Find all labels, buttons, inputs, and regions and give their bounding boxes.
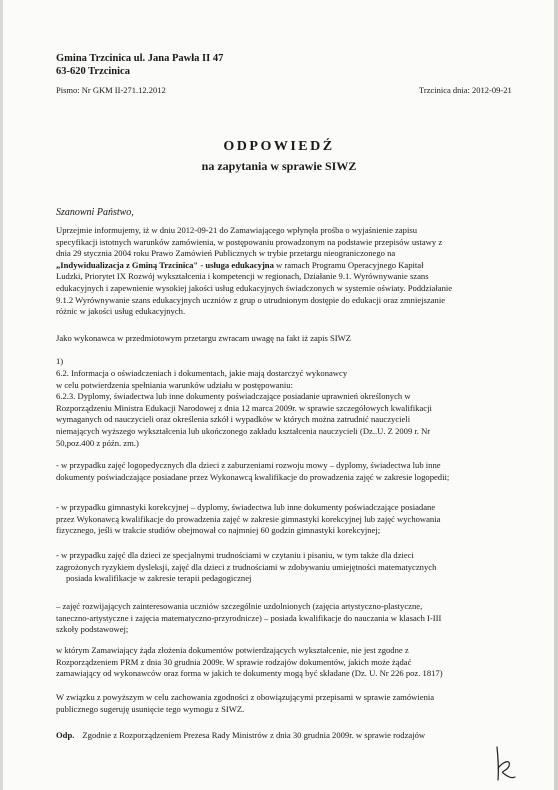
handwritten-initial (490, 744, 520, 784)
intro-line: Ludzki, Priorytet IX Rozwój wykształcenia i kompetencji w regionach, Działanie 9.1. Wyrównywanie szans (56, 271, 429, 282)
bullet-line: – zajęć rozwijających zainteresowania uczniów szczególnie uzdolnionych (zajęcia artystyczno-plastyczne, (56, 601, 423, 611)
bullet-line: - w przypadku zajęć dla dzieci ze specjalnymi trudnościami w czytaniu i pisaniu, w tym także dla dzieci (56, 550, 414, 560)
document-title: ODPOWIEDŹ (223, 139, 335, 154)
requirement-line: Rozporządzeniem PRM z dnia 30 grudnia 2009r. W sprawie rodzajów dokumentów, jakich może żądać (56, 656, 412, 667)
scan-edge-left (0, 0, 3, 790)
bullet-corrective-gymnastics (56, 502, 536, 537)
project-name: „Indywidualizacja z Gminą Trzcinica" - usługa edukacyjna (56, 259, 274, 270)
section-line: 50,poz.400 z późn. zm.) (56, 437, 139, 448)
intro-paragraph (56, 225, 536, 318)
bullet-line: przez Wykonawcą kwalifikacje do prowadzenia zajęć w zakresie gimnastyki korekcyjnej lub zajęć wychowania (56, 513, 441, 524)
greeting: Szanowni Państwo, (56, 207, 134, 218)
section-line: 6.2.3. Dyplomy, świadectwa lub inne dokumenty poświadczające posiadanie uprawnień określonych w (56, 391, 411, 402)
requirement-paragraph (56, 645, 536, 680)
conclusion-line: W związku z powyższym w celu zachowania zgodności z obowiązującymi przepisami w sprawie zamówienia (56, 692, 435, 702)
sender-line-2: 63-620 Trzcinica (56, 66, 130, 77)
section-line: w celu potwierdzenia spełniania warunków udziału w postępowaniu: (56, 379, 293, 390)
bullet-special-difficulties (56, 550, 536, 585)
bullet-line: dokumenty poświadczające posiadane przez Wykonawcą kwalifikacje do prowadzenia zajęć w zakresie logopedii; (56, 471, 450, 482)
conclusion-paragraph (56, 692, 536, 715)
intro-line: różnic w jakości usług edukacyjnych. (56, 306, 186, 317)
intro-line: 9.1.2 Wyrównywanie szans edukacyjnych uczniów z grup o utrudnionym dostępie do edukacji oraz zmniejszanie (56, 294, 446, 305)
sender-address (56, 52, 223, 78)
section-line: niemających wyższego wykształcenia lub ukończonego zakładu kształcenia nauczycieli (Dz..U. Z 2009 r. Nr (56, 425, 431, 436)
answer-paragraph (56, 730, 536, 742)
answer-line (56, 730, 536, 742)
point-number: 1) (56, 356, 64, 366)
section-line: 6.2. Informacja o oświadczeniach i dokumentach, jakie mają dostarczyć wykonawcy (56, 368, 348, 378)
bullet-line: fizycznego, jeśli w trakcie studiów obejmował co najmniej 60 godzin gimnastyki korekcyjnej; (56, 525, 381, 536)
answer-text: Zgodnie z Rozporządzeniem Prezesa Rady Ministrów z dnia 30 grudnia 2009r. w sprawie rodzajów (82, 730, 426, 740)
requirement-line: zamawiający od wykonawców oraz forma w jakich te dokumenty mogą być składane (Dz. U. Nr 226 poz. 1817) (56, 668, 443, 679)
bullet-line: zagrożonych ryzykiem dysleksji, zajęć dla dzieci z trudnościami w zdobywaniu umiejętności matematycznych (56, 561, 437, 572)
conclusion-line: publicznego sugeruję usunięcie tego wymogu z SIWZ. (56, 703, 245, 714)
sender-line-1: Gmina Trzcinica ul. Jana Pawła II 47 (56, 53, 224, 64)
intro-line (56, 260, 536, 272)
intro-line-rest: w ramach Programu Operacyjnego Kapitał (273, 259, 424, 270)
section-6-2-3 (56, 368, 536, 449)
bullet-line: taneczno-artystyczne i zajęcia matematyczno-przyrodnicze) – posiada kwalifikacje do nauczania w klasach I-III (56, 612, 442, 623)
bullet-line: - w przypadku zajęć logopedycznych dla dzieci z zaburzeniami rozwoju mowy – dyplomy, świadectwa lub inne (56, 460, 441, 470)
bullet-logopedic (56, 460, 536, 483)
intro-line: Uprzejmie informujemy, iż w dniu 2012-09-21 do Zamawiającego wpłynęła prośba o wyjaśnienie zapisu (56, 225, 417, 235)
intro-line: edukacyjnych i zapewnienie wysokiej jakości usług edukacyjnych świadczonych w systemie oświaty. Poddziałanie (56, 282, 453, 293)
section-line: wymaganych od nauczycieli oraz określenia szkół i wypadków w których można zatrudnić nauczycieli (56, 414, 411, 425)
bullet-interest-development (56, 601, 536, 636)
requirement-line: w którym Zamawiający żąda złożenia dokumentów potwierdzających wykształcenie, nie jest zgodne z (56, 645, 409, 655)
intro-line: specyfikacji istotnych warunków zamówienia, w postępowaniu prowadzonym na podstawie przepisów ustawy z (56, 236, 443, 247)
contractor-note: Jako wykonawca w przedmiotowym przetargu zwracam uwagę na fakt iż zapis SIWZ (56, 333, 352, 343)
reference-number: Pismo: Nr GKM II-271.12.2012 (56, 85, 166, 95)
bullet-line: - w przypadku gimnastyki korekcyjnej – dyplomy, świadectwa lub inne dokumenty poświadczające posiadane (56, 502, 436, 512)
scan-edge-right (554, 0, 558, 790)
bullet-line: posiada kwalifikacje w zakresie terapii pedagogicznej (66, 573, 252, 584)
document-subtitle: na zapytania w sprawie SIWZ (201, 159, 357, 173)
section-line: Rozporządzeniu Ministra Edukacji Narodowej z dnia 12 marca 2009r. w sprawie szczegółowych kwalifikacji (56, 402, 432, 413)
bullet-line: szkoły podstawowej; (56, 624, 129, 635)
letter-date: Trzcinica dnia: 2012-09-21 (419, 85, 512, 95)
answer-label: Odp. (56, 730, 75, 740)
intro-line: dnia 29 stycznia 2004 roku Prawo Zamówień Publicznych w trybie przetargu nieograniczonego na (56, 248, 396, 259)
